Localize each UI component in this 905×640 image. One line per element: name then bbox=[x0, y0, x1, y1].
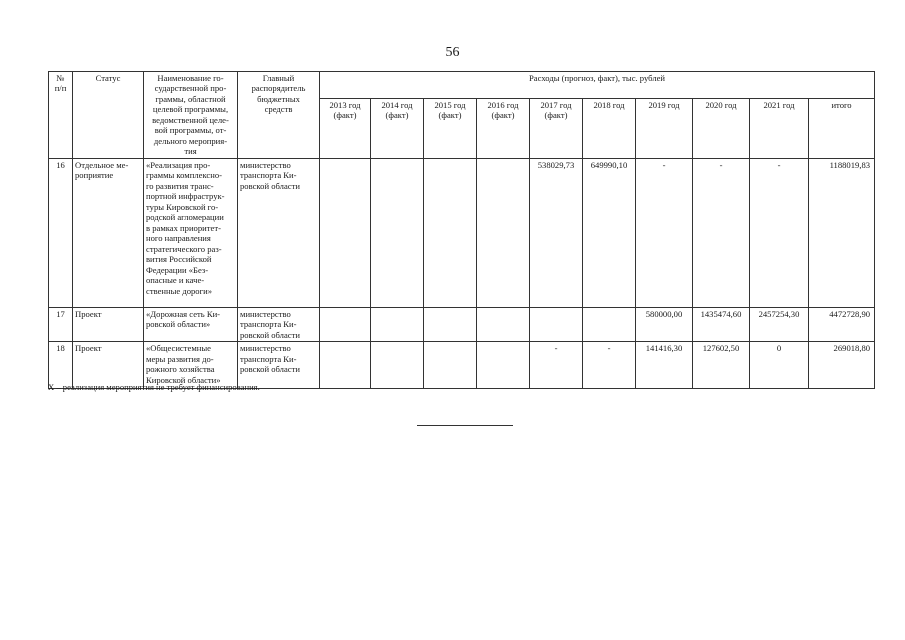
row-value-cell bbox=[320, 342, 371, 389]
header-year-2018 bbox=[583, 99, 636, 159]
row-value-cell bbox=[477, 307, 530, 341]
row-value-cell-text: - bbox=[777, 159, 781, 170]
row-number-cell-text: 16 bbox=[56, 159, 65, 170]
row-value-cell bbox=[530, 307, 583, 341]
header-year-2015 bbox=[424, 99, 477, 159]
page-number: 56 bbox=[445, 45, 460, 60]
header-num bbox=[49, 72, 73, 159]
row-value-cell bbox=[371, 158, 424, 307]
header-status-text: Статус bbox=[95, 73, 121, 83]
header-year-2013 bbox=[320, 99, 371, 159]
row-value-cell bbox=[530, 342, 583, 389]
row-value-cell bbox=[693, 307, 750, 341]
row-value-cell-text: 1435474,60 bbox=[700, 308, 742, 319]
row-status-cell bbox=[73, 307, 144, 341]
header-expenses-text: Расходы (прогноз, факт), тыс. рублей bbox=[529, 73, 666, 83]
row-value-cell-text: 1188019,83 bbox=[829, 159, 871, 170]
row-value-cell-text: - bbox=[554, 343, 558, 354]
row-value-cell bbox=[424, 158, 477, 307]
header-year-text: 2018 год bbox=[593, 100, 625, 110]
footnote: Х – реализация мероприятия не требует финансирования. bbox=[48, 382, 260, 392]
row-value-cell-text: - bbox=[662, 159, 666, 170]
row-value-cell bbox=[636, 158, 693, 307]
row-value-cell bbox=[583, 158, 636, 307]
budget-table-container bbox=[48, 71, 874, 389]
row-value-cell bbox=[477, 158, 530, 307]
header-year-text: 2013 год (факт) bbox=[329, 100, 361, 121]
row-value-cell bbox=[809, 307, 875, 341]
row-number-cell-text: 17 bbox=[56, 308, 65, 319]
row-value-cell-text: - bbox=[607, 343, 611, 354]
header-status bbox=[73, 72, 144, 159]
row-value-cell bbox=[693, 158, 750, 307]
row-name-cell bbox=[144, 307, 238, 341]
row-manager-cell bbox=[238, 158, 320, 307]
row-value-cell-text: 538029,73 bbox=[537, 159, 575, 170]
row-name-cell bbox=[144, 158, 238, 307]
header-year-text: 2014 год (факт) bbox=[381, 100, 413, 121]
header-total bbox=[809, 99, 875, 159]
header-year-2020 bbox=[693, 99, 750, 159]
row-value-cell bbox=[371, 307, 424, 341]
row-value-cell bbox=[750, 158, 809, 307]
header-year-text: 2015 год (факт) bbox=[434, 100, 466, 121]
header-year-text: 2017 год (факт) bbox=[540, 100, 572, 121]
row-name-cell-text: «Реализация про- граммы комплексно- го развития транс- портной инфраструк- туры Кировской го- родской агломерации в рамках приоритет- ного направления стратегического раз- вития Российской Федерации «Без- опасные и каче- ственные дороги» bbox=[146, 159, 225, 296]
header-year-text: 2021 год bbox=[763, 100, 795, 110]
row-value-cell bbox=[809, 342, 875, 389]
row-value-cell bbox=[583, 307, 636, 341]
row-status-cell-text: Проект bbox=[75, 308, 102, 319]
header-year-2019 bbox=[636, 99, 693, 159]
row-value-cell bbox=[371, 342, 424, 389]
row-value-cell bbox=[424, 307, 477, 341]
header-year-text: 2020 год bbox=[705, 100, 737, 110]
row-value-cell bbox=[424, 342, 477, 389]
header-name-text: Наименование го- сударственной про- граммы, областной целевой программы, ведомственной целе- вой программы, от- дельного мероприя- тия bbox=[152, 73, 229, 157]
row-value-cell-text: 649990,10 bbox=[590, 159, 628, 170]
row-manager-cell-text: министерство транспорта Ки- ровской области bbox=[240, 308, 300, 340]
header-year-2021 bbox=[750, 99, 809, 159]
header-year-2016 bbox=[477, 99, 530, 159]
row-value-cell-text: 2457254,30 bbox=[758, 308, 800, 319]
row-value-cell-text: 141416,30 bbox=[645, 343, 683, 354]
row-number-cell-text: 18 bbox=[56, 343, 65, 354]
row-status-cell bbox=[73, 158, 144, 307]
row-status-cell-text: Отдельное ме- роприятие bbox=[75, 159, 129, 181]
table-row bbox=[49, 307, 875, 341]
separator-line bbox=[417, 425, 513, 426]
row-value-cell bbox=[809, 158, 875, 307]
row-value-cell-text: 0 bbox=[776, 343, 782, 354]
header-num-text: № п/п bbox=[54, 73, 67, 94]
row-value-cell bbox=[583, 342, 636, 389]
row-value-cell bbox=[320, 307, 371, 341]
header-manager-text: Главный распорядитель бюджетных средств bbox=[251, 73, 306, 115]
row-value-cell bbox=[636, 307, 693, 341]
header-expenses bbox=[320, 72, 875, 99]
row-value-cell-text: 269018,80 bbox=[833, 343, 871, 354]
header-manager bbox=[238, 72, 320, 159]
header-total-text: итого bbox=[831, 100, 852, 110]
header-row-1 bbox=[49, 72, 875, 99]
row-value-cell-text: 127602,50 bbox=[702, 343, 740, 354]
row-number-cell bbox=[49, 158, 73, 307]
header-year-text: 2019 год bbox=[648, 100, 680, 110]
row-name-cell-text: «Общесистемные меры развития до- рожного хозяйства Кировской области» bbox=[146, 343, 221, 385]
header-year-2017 bbox=[530, 99, 583, 159]
row-value-cell bbox=[750, 342, 809, 389]
row-manager-cell-text: министерство транспорта Ки- ровской области bbox=[240, 159, 300, 191]
row-value-cell bbox=[693, 342, 750, 389]
row-value-cell bbox=[320, 158, 371, 307]
row-value-cell bbox=[477, 342, 530, 389]
header-year-2014 bbox=[371, 99, 424, 159]
row-value-cell-text: 4472728,90 bbox=[829, 308, 871, 319]
row-manager-cell-text: министерство транспорта Ки- ровской области bbox=[240, 343, 300, 375]
row-name-cell-text: «Дорожная сеть Ки- ровской области» bbox=[146, 308, 221, 330]
table-row bbox=[49, 158, 875, 307]
row-number-cell bbox=[49, 307, 73, 341]
header-name bbox=[144, 72, 238, 159]
row-value-cell bbox=[530, 158, 583, 307]
header-year-text: 2016 год (факт) bbox=[487, 100, 519, 121]
row-value-cell-text: - bbox=[719, 159, 723, 170]
row-value-cell bbox=[636, 342, 693, 389]
row-value-cell-text: 580000,00 bbox=[645, 308, 683, 319]
row-manager-cell bbox=[238, 307, 320, 341]
budget-table bbox=[48, 71, 875, 389]
row-value-cell bbox=[750, 307, 809, 341]
row-status-cell-text: Проект bbox=[75, 343, 102, 354]
